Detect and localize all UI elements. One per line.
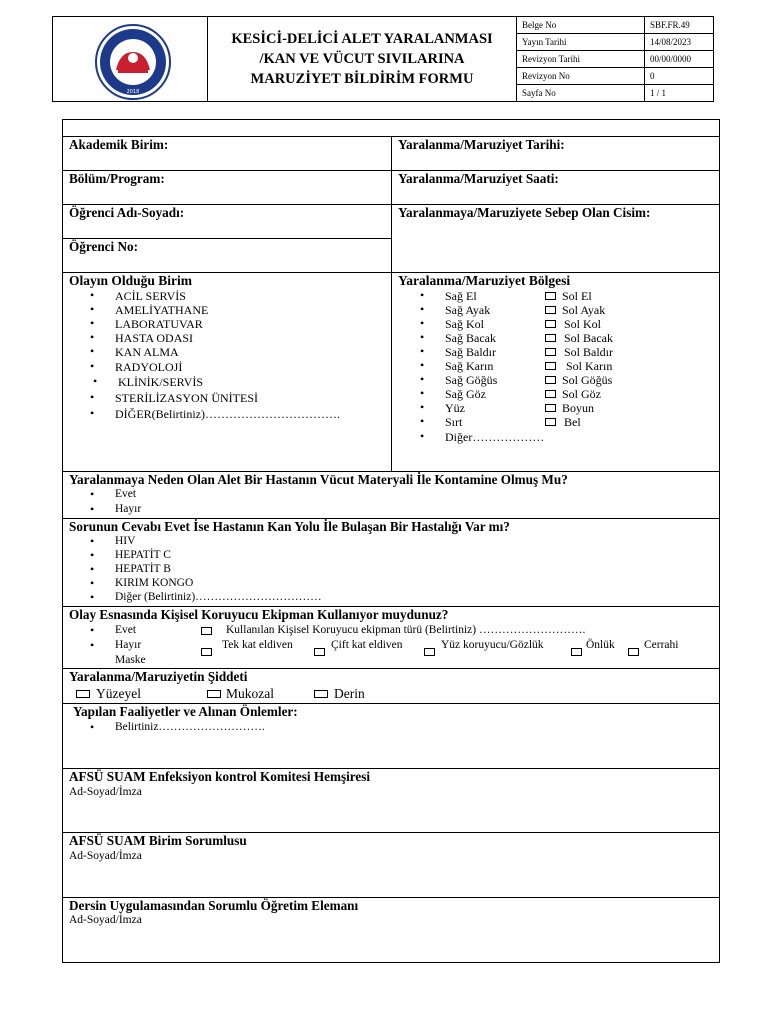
siddet-option: Mukozal — [226, 686, 274, 701]
checkbox-onluk[interactable] — [571, 648, 582, 656]
meta-label: Revizyon Tarihi — [522, 54, 580, 64]
kontamine-title: Yaralanmaya Neden Olan Alet Bir Hastanın Vücut Materyali İle Kontamine Olmuş Mu? — [69, 472, 568, 487]
bolge-right-item: Sol Göz — [562, 387, 601, 401]
bolge-right-item: Sol El — [562, 289, 592, 303]
bolge-left-item: • Sağ Bacak — [445, 331, 496, 346]
cisim-label: Yaralanmaya/Maruziyete Sebep Olan Cisim: — [398, 205, 651, 220]
meta-value: 14/08/2023 — [650, 37, 692, 47]
bolge-left-item: • Yüz — [445, 401, 465, 416]
ekipman-evet[interactable]: • Evet — [115, 624, 136, 636]
birim-item: • HASTA ODASI — [115, 331, 193, 346]
bolum-program-label: Bölüm/Program: — [69, 171, 165, 186]
birim-item: • KAN ALMA — [115, 345, 179, 360]
signature-title: AFSÜ SUAM Birim Sorumlusu — [69, 833, 247, 848]
bolge-right-item: Sol Baldır — [564, 345, 614, 359]
bolge-left-item: • Sağ Göğüs — [445, 373, 497, 388]
hastalik-option[interactable]: • HEPATİT C — [115, 549, 171, 561]
title-line: MARUZİYET BİLDİRİM FORMU — [250, 71, 474, 87]
kontamine-option[interactable]: • Hayır — [115, 503, 141, 515]
bolge-right-item: Bel — [564, 415, 581, 429]
header-divider-right — [516, 16, 517, 102]
siddet-title: Yaralanma/Maruziyetin Şiddeti — [69, 669, 248, 684]
checkbox-sol-bacak[interactable] — [545, 334, 556, 342]
signature-field[interactable]: Ad-Soyad/İmza — [69, 850, 142, 862]
hastalik-option[interactable]: • KIRIM KONGO — [115, 577, 193, 589]
logo-year: 2018 — [126, 89, 140, 95]
column-divider — [391, 136, 392, 471]
bolge-diger: • Diğer……………… — [445, 430, 544, 445]
bolge-right-item: Sol Bacak — [564, 331, 613, 345]
checkbox-yuzeyel[interactable] — [76, 690, 90, 698]
checkbox-derin[interactable] — [314, 690, 328, 698]
checkbox-yuz-koruyucu[interactable] — [424, 648, 435, 656]
title-line: /KAN VE VÜCUT SIVILARINA — [259, 51, 465, 67]
checkbox-sol-baldir[interactable] — [545, 348, 556, 356]
meta-label: Belge No — [522, 20, 557, 30]
birim-item: • DİĞER(Belirtiniz)……………………………. — [115, 407, 340, 422]
bolge-left-item: • Sağ El — [445, 289, 477, 304]
bolge-left-item: • Sağ Göz — [445, 387, 486, 402]
signature-field[interactable]: Ad-Soyad/İmza — [69, 786, 142, 798]
bolge-left-item: • Sırt — [445, 415, 462, 430]
checkbox-sol-goz[interactable] — [545, 390, 556, 398]
faaliyet-item: • Belirtiniz………………………. — [115, 721, 265, 733]
ekipman-evet-text: Kullanılan Kişisel Koruyucu ekipman türü (Belirtiniz) ………………………. — [226, 624, 586, 636]
checkbox-sol-kol[interactable] — [545, 320, 556, 328]
bolge-right-item: Boyun — [562, 401, 595, 415]
checkbox-boyun[interactable] — [545, 404, 556, 412]
bolge-right-item: Sol Ayak — [562, 303, 606, 317]
ogrenci-no-label: Öğrenci No: — [69, 239, 138, 254]
university-logo — [78, 22, 188, 102]
checkbox-sol-el[interactable] — [545, 292, 556, 300]
birim-item: • AMELİYATHANE — [115, 303, 208, 318]
bolge-left-item: • Sağ Ayak — [445, 303, 490, 318]
bolge-right-item: Sol Göğüs — [562, 373, 613, 387]
form-title — [208, 16, 516, 102]
siddet-option: Yüzeyel — [96, 686, 141, 701]
bolge-left-item: • Sağ Kol — [445, 317, 484, 332]
ekipman-option: Yüz koruyucu/Gözlük — [441, 639, 544, 651]
signature-title: AFSÜ SUAM Enfeksiyon kontrol Komitesi Hemşiresi — [69, 769, 371, 784]
faaliyet-title: Yapılan Faaliyetler ve Alınan Önlemler: — [73, 704, 298, 719]
birim-item: • KLİNİK/SERVİS — [118, 375, 203, 390]
ekipman-maske: Maske — [115, 654, 146, 666]
meta-value: 0 — [650, 71, 655, 81]
akademik-birim-label: Akademik Birim: — [69, 137, 169, 152]
meta-value: 1 / 1 — [650, 88, 667, 98]
hastalik-option[interactable]: • HEPATİT B — [115, 563, 171, 575]
tarih-label: Yaralanma/Maruziyet Tarihi: — [398, 137, 565, 152]
birim-item: • LABORATUVAR — [115, 317, 203, 332]
signature-title: Dersin Uygulamasından Sorumlu Öğretim Elemanı — [69, 898, 359, 913]
meta-label: Yayın Tarihi — [522, 37, 567, 47]
birim-item: • RADYOLOJİ — [115, 360, 182, 375]
birim-item: • ACİL SERVİS — [115, 289, 186, 304]
meta-value: SBF.FR.49 — [650, 20, 690, 30]
bolge-right-item: Sol Karın — [566, 359, 613, 373]
checkbox-sol-gogus[interactable] — [545, 376, 556, 384]
meta-label: Sayfa No — [522, 88, 556, 98]
meta-label: Revizyon No — [522, 71, 570, 81]
checkbox-tek-kat-eldiven[interactable] — [201, 648, 212, 656]
ekipman-option: Tek kat eldiven — [222, 639, 293, 651]
siddet-option: Derin — [334, 686, 365, 701]
ekipman-title: Olay Esnasında Kişisel Koruyucu Ekipman Kullanıyor muydunuz? — [69, 607, 449, 622]
checkbox-bel[interactable] — [545, 418, 556, 426]
ogrenci-adi-label: Öğrenci Adı-Soyadı: — [69, 205, 185, 220]
birim-title: Olayın Olduğu Birim — [69, 273, 193, 288]
signature-field[interactable]: Ad-Soyad/İmza — [69, 914, 142, 926]
meta-value: 00/00/0000 — [650, 54, 692, 64]
kontamine-option[interactable]: • Evet — [115, 488, 136, 500]
title-line: KESİCİ-DELİCİ ALET YARALANMASI — [231, 31, 493, 47]
ekipman-option: Cerrahi — [644, 639, 679, 651]
checkbox-mukozal[interactable] — [207, 690, 221, 698]
bolge-title: Yaralanma/Maruziyet Bölgesi — [398, 273, 571, 288]
hastalik-title: Sorunun Cevabı Evet İse Hastanın Kan Yolu İle Bulaşan Bir Hastalığı Var mı? — [69, 519, 510, 534]
saat-label: Yaralanma/Maruziyet Saati: — [398, 171, 559, 186]
ekipman-option: Önlük — [586, 639, 615, 651]
bolge-left-item: • Sağ Baldır — [445, 345, 496, 360]
hastalik-option[interactable]: • HIV — [115, 535, 135, 547]
checkbox-cerrahi[interactable] — [628, 648, 639, 656]
ekipman-hayir[interactable]: • Hayır — [115, 639, 141, 651]
bolge-right-item: Sol Kol — [564, 317, 602, 331]
hastalik-option[interactable]: • Diğer (Belirtiniz)…………………………… — [115, 591, 322, 603]
checkbox-cift-kat-eldiven[interactable] — [314, 648, 325, 656]
bolge-left-item: • Sağ Karın — [445, 359, 493, 374]
checkbox-ekipman-evet[interactable] — [201, 627, 212, 635]
checkbox-sol-karin[interactable] — [545, 362, 556, 370]
birim-item: • STERİLİZASYON ÜNİTESİ — [115, 391, 258, 406]
meta-divider — [644, 16, 645, 102]
checkbox-sol-ayak[interactable] — [545, 306, 556, 314]
ekipman-option: Çift kat eldiven — [331, 639, 403, 651]
